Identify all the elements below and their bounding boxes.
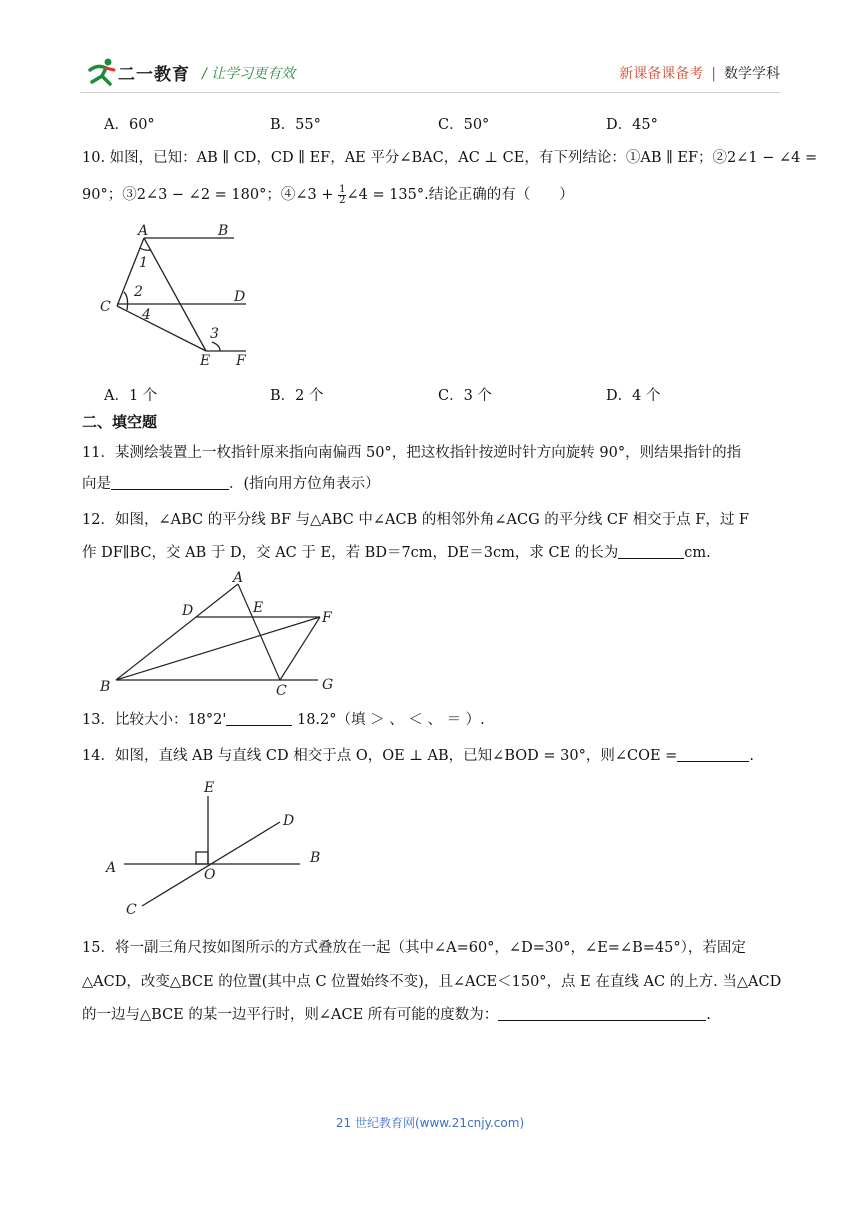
q12-text-line2 — [82, 541, 711, 562]
q10-option-b: B．2 个 — [270, 388, 324, 404]
q15-text-end: . — [706, 1007, 711, 1023]
q12-label-c: C — [276, 683, 287, 699]
q13-text — [82, 708, 485, 729]
q10-text-line1: 10. 如图，已知：AB ∥ CD，CD ∥ EF，AE 平分∠BAC，AC ⊥ CE，有下列结论：①AB ∥ EF；②2∠1 − ∠4 = — [82, 150, 818, 166]
q12-label-g: G — [322, 677, 334, 693]
q10-angle-4: 4 — [142, 307, 151, 323]
q12-label-e: E — [253, 600, 264, 616]
header-subject — [619, 63, 780, 83]
q10-label-f: F — [236, 353, 246, 369]
q10-label-a: A — [138, 223, 149, 239]
q11-text-end: ．(指向用方位角表示） — [229, 476, 380, 492]
q10-option-d: D．4 个 — [606, 388, 661, 404]
q14-label-d: D — [283, 813, 295, 829]
q12-text-line1: 12．如图，∠ABC 的平分线 BF 与△ABC 中∠ACB 的相邻外角∠ACG 的平分线 CF 相交于点 F，过 F — [82, 512, 749, 528]
q9-option-d: D．45° — [606, 117, 658, 133]
q10-figure — [96, 218, 266, 370]
q14-answer-blank — [677, 747, 749, 762]
q10-text-line2-end: ∠4 = 135°.结论正确的有（ ） — [346, 187, 574, 203]
q14-label-c: C — [126, 902, 137, 918]
q9-option-a: A．60° — [104, 117, 155, 133]
q15-answer-blank — [498, 1006, 706, 1021]
q10-label-b: B — [218, 223, 229, 239]
q14-label-a: A — [106, 860, 117, 876]
header-divider — [80, 92, 780, 93]
q9-option-b: B．55° — [270, 117, 321, 133]
q10-label-e: E — [200, 353, 211, 369]
header-slogan: / 让学习更有效 — [202, 66, 296, 82]
q10-label-d: D — [234, 289, 246, 305]
q12-label-b: B — [100, 679, 111, 695]
q10-angle-2: 2 — [134, 284, 143, 300]
q12-label-a: A — [233, 570, 244, 586]
q10-fraction-den: 2 — [339, 194, 346, 206]
q15-text-line1: 15．将一副三角尺按如图所示的方式叠放在一起（其中∠A=60°，∠D=30°，∠E=∠B=45°），若固定 — [82, 940, 746, 956]
q13-text-start: 13．比较大小：18°2' — [82, 712, 227, 728]
q13-answer-blank — [226, 711, 292, 726]
q14-text-end: . — [749, 748, 754, 764]
header-discipline: 数学学科 — [724, 66, 780, 82]
q10-option-a: A．1 个 — [104, 388, 158, 404]
q15-text-line3 — [82, 1003, 711, 1024]
q15-text-start: 的一边与△BCE 的某一边平行时，则∠ACE 所有可能的度数为： — [82, 1007, 499, 1023]
q12-text-end: cm. — [684, 545, 711, 561]
q11-text-line2 — [82, 472, 380, 493]
q14-text — [82, 744, 754, 765]
q10-option-c: C．3 个 — [438, 388, 492, 404]
q14-label-b: B — [310, 850, 321, 866]
runner-logo-icon — [84, 56, 120, 88]
q10-text-line2 — [82, 183, 574, 206]
header-separator: | — [711, 66, 716, 82]
q10-angle-1: 1 — [139, 255, 148, 271]
q11-text-line1: 11．某测绘装置上一枚指针原来指向南偏西 50°，把这枚指针按逆时针方向旋转 90°，则结果指针的指 — [82, 445, 742, 461]
q12-answer-blank — [618, 544, 684, 559]
q12-figure — [96, 568, 346, 700]
logo-text: 二一教育 — [118, 65, 190, 85]
q10-angle-3: 3 — [210, 326, 219, 342]
q14-label-e: E — [204, 780, 215, 796]
q14-figure — [100, 778, 330, 918]
q10-text-line2-start: 90°；③2∠3 − ∠2 = 180°；④∠3 + — [82, 187, 339, 203]
q13-text-end: 18.2°（填 ＞ 、 ＜ 、 ＝ ）. — [292, 712, 485, 728]
q12-label-d: D — [182, 603, 194, 619]
q12-label-f: F — [322, 610, 332, 626]
q12-text-start: 作 DF∥BC，交 AB 于 D，交 AC 于 E，若 BD＝7cm，DE＝3cm，求 CE 的长为 — [82, 545, 619, 561]
q15-text-line2: △ACD，改变△BCE 的位置(其中点 C 位置始终不变)，且∠ACE＜150°，点 E 在直线 AC 的上方. 当△ACD — [82, 974, 782, 990]
q14-label-o: O — [204, 867, 216, 883]
q9-option-c: C．50° — [438, 117, 490, 133]
header-course: 新课备课备考 — [619, 66, 704, 82]
q10-fraction-num: 1 — [339, 183, 346, 195]
page-header — [80, 52, 780, 92]
q11-text-start: 向是 — [82, 476, 111, 492]
q11-answer-blank — [111, 475, 229, 490]
q10-label-c: C — [100, 299, 111, 315]
q14-text-start: 14．如图，直线 AB 与直线 CD 相交于点 O，OE ⊥ AB，已知∠BOD = 30°，则∠COE = — [82, 748, 678, 764]
section-heading: 二、填空题 — [82, 413, 158, 431]
page-footer: 21 世纪教育网(www.21cnjy.com) — [335, 1116, 525, 1130]
